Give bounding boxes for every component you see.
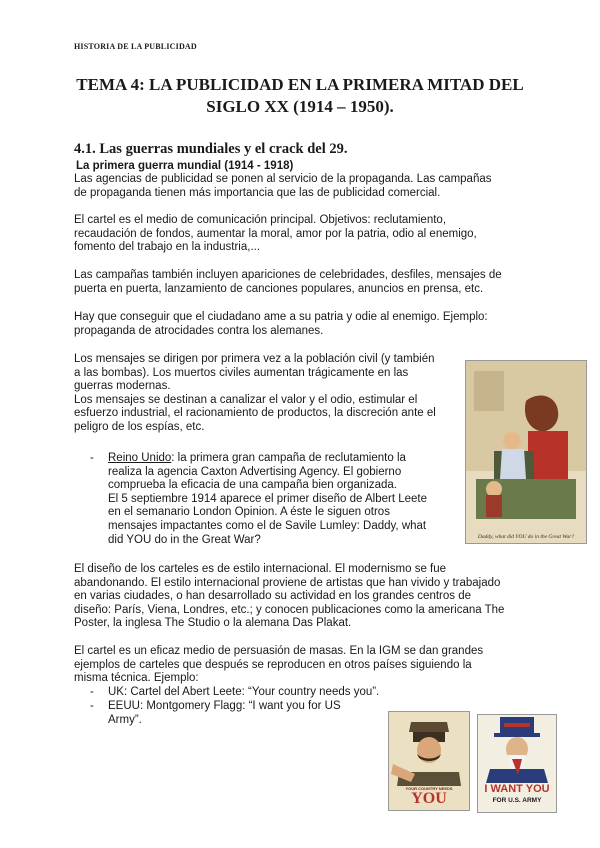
section-heading: 4.1. Las guerras mundiales y el crack del 29. bbox=[74, 141, 348, 157]
example-uk: UK: Cartel del Abert Leete: “Your country needs you”. bbox=[108, 686, 380, 698]
poster-kitchener-text-big: YOU bbox=[411, 790, 447, 807]
running-header: HISTORIA DE LA PUBLICIDAD bbox=[74, 42, 197, 51]
title-line-2: SIGLO XX (1914 – 1950). bbox=[206, 97, 394, 116]
poster-kitchener-text-top: YOUR COUNTRY NEEDS bbox=[405, 786, 453, 791]
poster-daddy-illustration bbox=[466, 361, 586, 543]
poster-uncle-sam-text-small: FOR U.S. ARMY bbox=[492, 797, 542, 804]
document-title bbox=[40, 74, 560, 118]
title-line-1: TEMA 4: LA PUBLICIDAD EN LA PRIMERA MITAD DEL bbox=[76, 75, 524, 94]
poster-uncle-sam-image bbox=[477, 714, 557, 813]
example-dash-us: - bbox=[90, 700, 94, 712]
poster-uncle-sam-text-big: I WANT YOU bbox=[484, 783, 550, 795]
paragraph-mass-persuasion: El cartel es un eficaz medio de persuasión de masas. En la IGM se dan grandes ejemplos de carteles que después se reproducen en otros países siguiendo la misma técnica. Ejemplo: bbox=[74, 645, 484, 685]
poster-kitchener-image bbox=[388, 711, 470, 811]
poster-daddy-image bbox=[465, 360, 587, 544]
example-dash-uk: - bbox=[90, 686, 94, 698]
paragraph-poster-objectives: El cartel es el medio de comunicación principal. Objetivos: reclutamiento, recaudación de fondos, aumentar la moral, amor por la patria, odio al enemigo, fomento del trabajo en la industria,... bbox=[74, 214, 477, 254]
poster-daddy-caption: Daddy, what did YOU do in the Great War? bbox=[477, 534, 575, 540]
paragraph-international-style: El diseño de los carteles es de estilo internacional. El modernismo se fue abandonando. El estilo internacional proviene de artistas que han vivido y trabajado en varias ciudades, o han desarrollado su actividad en los grandes centros de diseño: París, Viena, Londres, etc.; y conocen publicaciones como la americana The Poster, la inglesa The Studio o la alemana Das Plakat. bbox=[74, 563, 505, 630]
country-name: Reino Unido bbox=[108, 452, 172, 464]
subsection-heading: La primera guerra mundial (1914 - 1918) bbox=[76, 160, 294, 172]
bullet-reino-unido: Reino Unido: la primera gran campaña de reclutamiento la realiza la agencia Caxton Advertising Agency. El gobierno comprueba la eficacia de una campaña bien organizada. El 5 septiembre 1914 aparece el primer diseño de Albert Leete en el semanario London Opinion. A éste le siguen otros mensajes impactantes como el de Savile Lumley: Daddy, what did YOU do in the Great War? bbox=[108, 452, 428, 546]
bullet-dash: - bbox=[90, 452, 94, 464]
example-us: EEUU: Montgomery Flagg: “I want you for US Army”. bbox=[108, 700, 341, 726]
paragraph-campaigns: Las campañas también incluyen apariciones de celebridades, desfiles, mensajes de puerta en puerta, lanzamiento de canciones populares, anuncios en prensa, etc. bbox=[74, 269, 502, 295]
paragraph-agencies: Las agencias de publicidad se ponen al servicio de la propaganda. Las campañas de propaganda tienen más importancia que las de publicidad comercial. bbox=[74, 173, 492, 199]
paragraph-civilians: Los mensajes se dirigen por primera vez a la población civil (y también a las bombas). Los muertos civiles aumentan trágicamente en las guerras modernas. Los mensajes se destinan a canalizar el valor y el odio, estimular el esfuerzo industrial, el racionamiento de productos, la discreción ante el peligro de los espías, etc. bbox=[74, 353, 436, 433]
paragraph-patriotism: Hay que conseguir que el ciudadano ame a su patria y odie al enemigo. Ejemplo: propaganda de atrocidades contra los alemanes. bbox=[74, 311, 488, 337]
